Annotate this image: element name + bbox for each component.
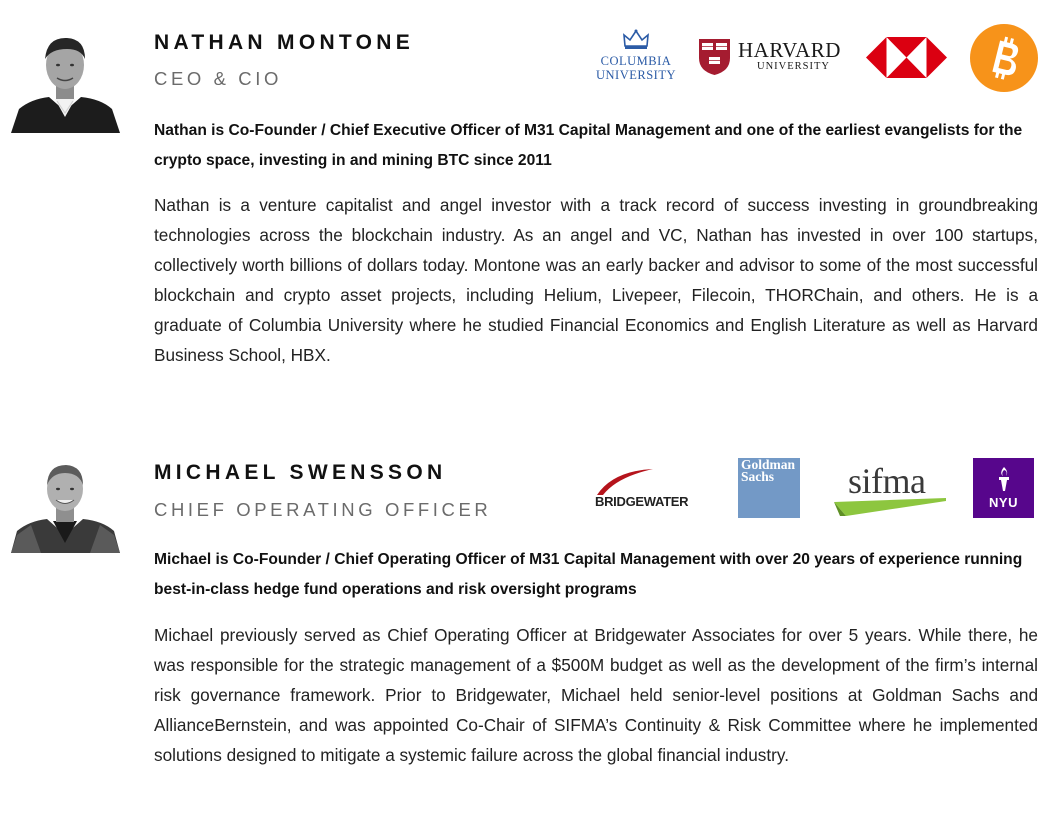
profile-role: CEO & CIO: [154, 68, 282, 89]
columbia-line1: COLUMBIA: [600, 54, 672, 68]
harvard-wordmark: HARVARD: [738, 38, 841, 62]
hsbc-hexagon-icon: [866, 37, 947, 78]
goldman-line2: Sachs: [741, 469, 775, 484]
harvard-subtitle: UNIVERSITY: [757, 61, 830, 72]
bitcoin-logo: [970, 24, 1038, 92]
profile-summary: Nathan is Co-Founder / Chief Executive Officer of M31 Capital Management and one of the earliest evangelists for the crypto space, investing in and mining BTC since 2011: [154, 122, 1023, 169]
affiliation-logos: [0, 430, 1053, 530]
sifma-wordmark: sifma: [848, 461, 926, 501]
columbia-university-logo: [596, 28, 676, 84]
profile-name: NATHAN MONTONE: [154, 31, 415, 54]
bridgewater-wordmark: BRIDGEWATER: [595, 494, 689, 509]
bridgewater-logo: [595, 467, 695, 511]
torch-icon: [994, 466, 1014, 492]
goldman-sachs-logo: [738, 458, 800, 518]
harvard-university-logo: [698, 38, 848, 76]
harvard-shield-icon: [698, 38, 731, 76]
hsbc-logo: [866, 37, 947, 78]
columbia-line2: UNIVERSITY: [596, 68, 676, 82]
profile-bio: Nathan is a venture capitalist and angel investor with a track record of success investing in groundbreaking technologies across the blockchain industry. As an angel and VC, Nathan has invested in over 100 startups, collectively worth billions of dollars today. Montone was an early backer and advisor to some of the most successful blockchain and crypto asset projects, including Helium, Livepeer, Filecoin, THORChain, and others. He is a graduate of Columbia University where he studied Financial Economics and English Literature as well as Harvard Business School, HBX.: [154, 195, 1038, 365]
affiliation-logos: [0, 0, 1053, 100]
profile-name: MICHAEL SWENSSON: [154, 461, 447, 484]
profile-summary: Michael is Co-Founder / Chief Operating Officer of M31 Capital Management with over 20 years of experience running best-in-class hedge fund operations and risk oversight programs: [154, 551, 1023, 598]
nyu-wordmark: NYU: [989, 495, 1018, 510]
bitcoin-icon: [970, 24, 1038, 92]
goldman-line1: Goldman: [741, 457, 796, 472]
crown-icon: [622, 28, 650, 50]
profile-bio: Michael previously served as Chief Operating Officer at Bridgewater Associates for over 5 years. While there, he was responsible for the strategic management of a $500M budget as well as the development of the firm’s internal risk governance framework. Prior to Bridgewater, Michael held senior-level positions at Goldman Sachs and AllianceBernstein, and was appointed Co-Chair of SIFMA’s Continuity & Risk Committee where he implemented solutions designed to mitigate a systemic failure across the global financial industry.: [154, 625, 1038, 765]
sifma-logo: [834, 460, 946, 516]
nyu-logo: [973, 458, 1034, 518]
sifma-swoosh-icon: [834, 498, 946, 516]
bridgewater-swoosh-icon: [595, 467, 655, 497]
profile-role: CHIEF OPERATING OFFICER: [154, 499, 492, 520]
